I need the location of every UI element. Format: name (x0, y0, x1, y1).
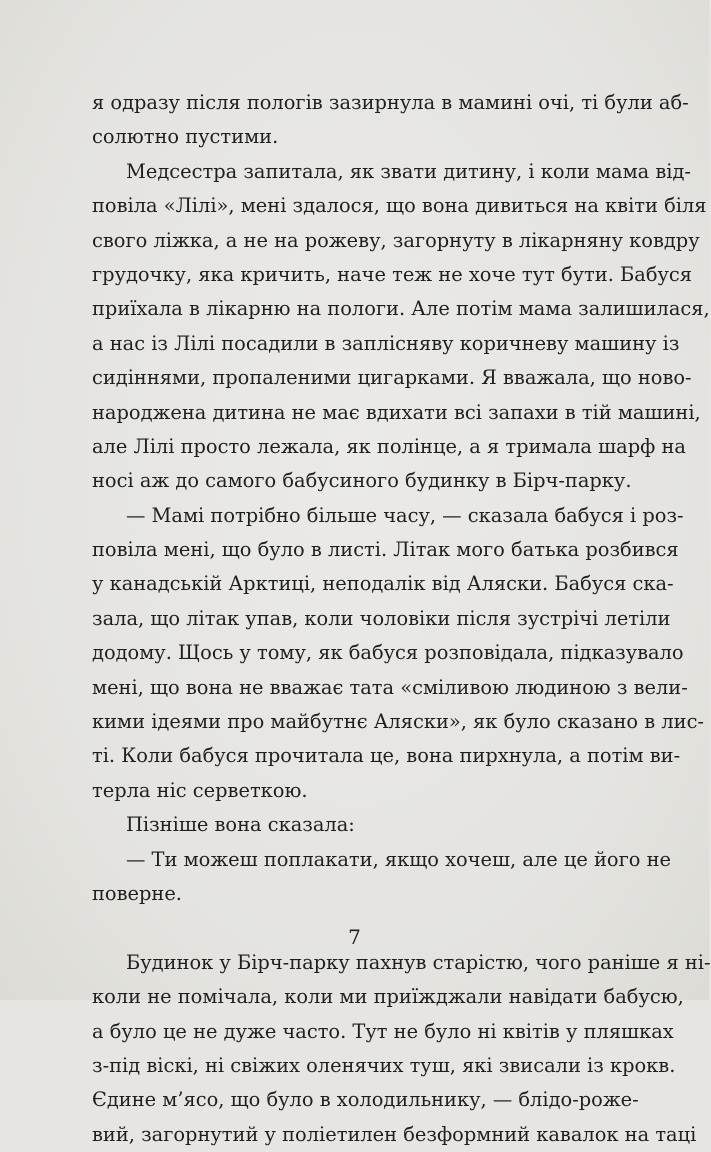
page-number: 7 (348, 925, 361, 949)
text-line: повіла мені, що було в листі. Літак мого батька розбився (92, 538, 679, 562)
body-text (92, 86, 711, 1152)
text-line: сидіннями, пропаленими цигарками. Я вважала, що ново- (92, 366, 692, 390)
text-line: а було це не дуже часто. Тут не було ні квітів у пляшках (92, 1019, 674, 1043)
text-line: Будинок у Бірч-парку пахнув старістю, чого раніше я ні- (126, 950, 711, 974)
text-line: — Мамі потрібно більше часу, — сказала бабуся і роз- (126, 503, 684, 527)
text-line: народжена дитина не має вдихати всі запахи в тій машині, (92, 400, 701, 424)
text-line: ті. Коли бабуся прочитала це, вона пирхнула, а потім ви- (92, 744, 681, 768)
text-line: коли не помічала, коли ми приїжджали навідати бабусю, (92, 985, 684, 1009)
text-line: у канадській Арктиці, неподалік від Аляски. Бабуся ска- (92, 572, 674, 596)
text-line: а нас із Лілі посадили в заплісняву коричневу машину із (92, 331, 680, 355)
text-line: Медсестра запитала, як звати дитину, і коли мама від- (126, 159, 691, 183)
text-line: Єдине м’ясо, що було в холодильнику, — блідо-роже- (92, 1088, 639, 1112)
text-line: але Лілі просто лежала, як полінце, а я тримала шарф на (92, 434, 686, 458)
text-line: кими ідеями про майбутнє Аляски», як було сказано в лис- (92, 710, 704, 734)
text-line: — Ти можеш поплакати, якщо хочеш, але це його не (126, 847, 671, 871)
text-line: носі аж до самого бабусиного будинку в Бірч-парку. (92, 469, 632, 493)
text-line: з-під віскі, ні свіжих оленячих туш, які звисали із крокв. (92, 1053, 676, 1077)
text-line: повіла «Лілі», мені здалося, що вона дивиться на квіти біля (92, 194, 707, 218)
text-line: приїхала в лікарню на пологи. Але потім мама залишилася, (92, 297, 710, 321)
text-line: зала, що літак упав, коли чоловіки після зустрічі летіли (92, 606, 671, 630)
text-line: грудочку, яка кричить, наче теж не хоче тут бути. Бабуся (92, 262, 693, 286)
text-line: вий, загорнутий у поліетилен безформний кавалок на таці (92, 1122, 697, 1146)
text-line: терла ніс серветкою. (92, 778, 308, 802)
text-line: Пізніше вона сказала: (126, 813, 355, 837)
text-line: мені, що вона не вважає тата «сміливою людиною з вели- (92, 675, 688, 699)
text-line: солютно пустими. (92, 125, 279, 149)
text-line: свого ліжка, а не на рожеву, загорнуту в лікарняну ковдру (92, 228, 700, 252)
text-line: я одразу після пологів зазирнула в мамині очі, ті були аб- (92, 91, 689, 114)
text-line: поверне. (92, 881, 182, 905)
text-line: додому. Щось у тому, як бабуся розповідала, підказувало (92, 641, 684, 665)
